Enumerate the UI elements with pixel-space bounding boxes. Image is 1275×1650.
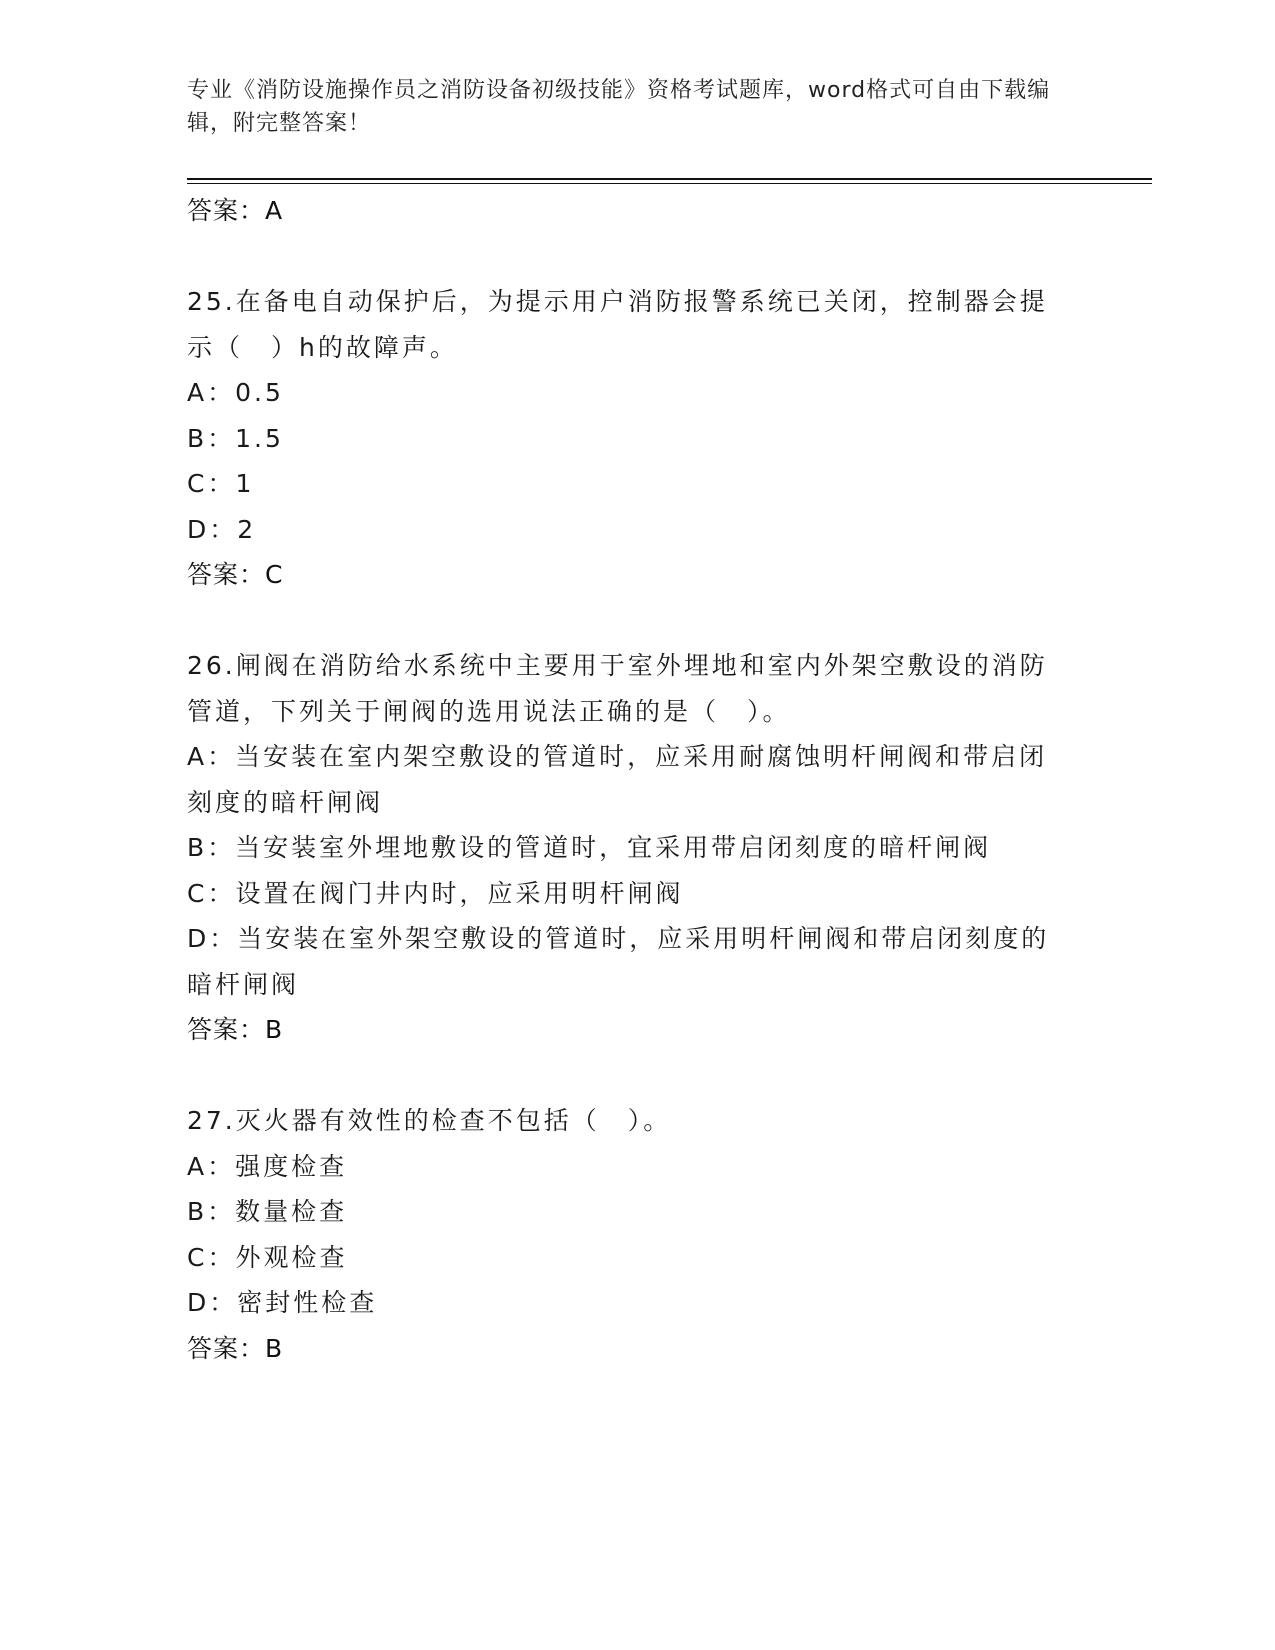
question-25: [187, 279, 1087, 598]
option-d: D：2: [187, 514, 257, 544]
option-d: D：当安装在室外架空敷设的管道时，应采用明杆闸阀和带启闭刻度的: [187, 924, 1050, 953]
header-rule-thin: [187, 183, 1152, 184]
header-rule-thick: [187, 178, 1152, 180]
option-b: B：当安装室外埋地敷设的管道时，宜采用带启闭刻度的暗杆闸阀: [187, 833, 992, 862]
header-text: 专业《消防设施操作员之消防设备初级技能》资格考试题库，word格式可自由下载编辑，附完整答案！: [187, 78, 1051, 136]
question-27: [187, 1098, 1087, 1371]
answer-line: 答案：C: [187, 560, 284, 589]
document-body: [187, 188, 1087, 1371]
option-d: D：密封性检查: [187, 1288, 378, 1317]
document-header: [187, 74, 1077, 140]
question-stem: 26.闸阀在消防给水系统中主要用于室外埋地和室内外架空敷设的消防: [187, 651, 1048, 680]
option-a: 刻度的暗杆闸阀: [187, 787, 384, 817]
option-a: A：当安装在室内架空敷设的管道时，应采用耐腐蚀明杆闸阀和带启闭: [187, 742, 1048, 771]
option-c: C：外观检查: [187, 1242, 348, 1272]
question-stem: 示（ ）h的故障声。: [187, 332, 458, 362]
answer-line: 答案：B: [187, 1015, 284, 1044]
question-26: [187, 643, 1087, 1053]
question-stem: 27.灭火器有效性的检查不包括（ ）。: [187, 1106, 672, 1135]
option-c: C：1: [187, 469, 255, 498]
option-b: B：1.5: [187, 423, 284, 453]
option-c: C：设置在阀门井内时，应采用明杆闸阀: [187, 878, 684, 908]
answer-line: 答案：B: [187, 1333, 284, 1363]
question-stem: 管道，下列关于闸阀的选用说法正确的是（ ）。: [187, 696, 791, 726]
option-a: A：强度检查: [187, 1151, 348, 1181]
option-d: 暗杆闸阀: [187, 969, 300, 999]
question-stem: 25.在备电自动保护后，为提示用户消防报警系统已关闭，控制器会提: [187, 287, 1048, 316]
option-a: A：0.5: [187, 378, 284, 407]
answer-line: 答案：A: [187, 196, 284, 225]
option-b: B：数量检查: [187, 1197, 348, 1226]
